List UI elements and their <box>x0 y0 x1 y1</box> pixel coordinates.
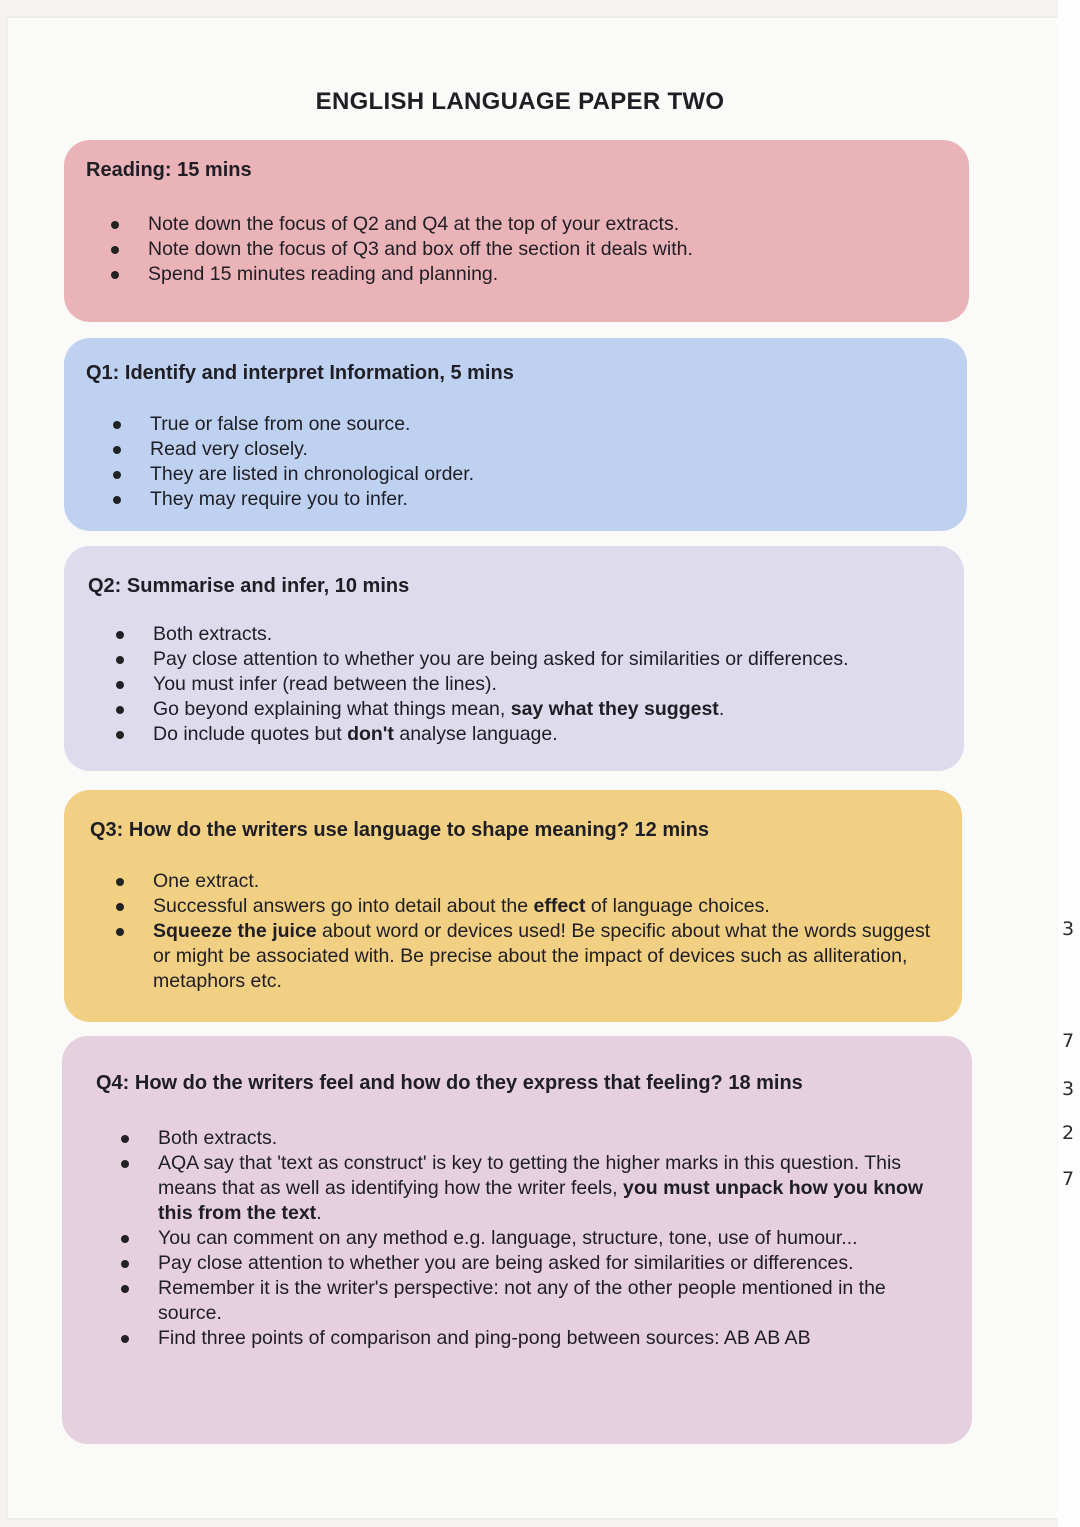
bullet-list <box>148 212 948 287</box>
list-item: Successful answers go into detail about the effect of language choices. <box>153 894 943 919</box>
margin-mark: 3 <box>1062 1078 1075 1100</box>
list-item: Find three points of comparison and ping-pong between sources: AB AB AB <box>158 1326 948 1351</box>
list-item: Note down the focus of Q2 and Q4 at the top of your extracts. <box>148 212 948 237</box>
section-heading: Q3: How do the writers use language to shape meaning? 12 mins <box>90 819 710 841</box>
page-title: ENGLISH LANGUAGE PAPER TWO <box>315 88 725 115</box>
list-item: Read very closely. <box>150 437 940 462</box>
list-item: Go beyond explaining what things mean, say what they suggest. <box>153 697 943 722</box>
adjacent-page-strip <box>1058 0 1080 1527</box>
margin-mark: 7 <box>1062 1168 1075 1190</box>
margin-mark: 2 <box>1062 1122 1075 1144</box>
list-item: Squeeze the juice about word or devices used! Be specific about what the words suggest or might be associated with. Be precise about the impact of devices such as alliteration, metaphors etc. <box>153 919 943 994</box>
reading-section <box>64 140 969 322</box>
section-heading: Q1: Identify and interpret Information, 5 mins <box>86 362 514 384</box>
list-item: Both extracts. <box>153 622 943 647</box>
q3-section <box>64 790 962 1022</box>
bullet-list <box>150 412 940 512</box>
list-item: Do include quotes but don't analyse language. <box>153 722 943 747</box>
list-item: They are listed in chronological order. <box>150 462 940 487</box>
q1-section <box>64 338 967 531</box>
list-item: Pay close attention to whether you are being asked for similarities or differences. <box>153 647 943 672</box>
section-heading: Q2: Summarise and infer, 10 mins <box>88 575 410 597</box>
list-item: Pay close attention to whether you are being asked for similarities or differences. <box>158 1251 948 1276</box>
list-item: They may require you to infer. <box>150 487 940 512</box>
section-heading: Q4: How do the writers feel and how do they express that feeling? 18 mins <box>96 1072 803 1094</box>
list-item: You must infer (read between the lines). <box>153 672 943 697</box>
list-item: Spend 15 minutes reading and planning. <box>148 262 948 287</box>
bullet-list <box>158 1126 948 1351</box>
list-item: Both extracts. <box>158 1126 948 1151</box>
list-item: One extract. <box>153 869 943 894</box>
list-item: Remember it is the writer's perspective: not any of the other people mentioned in the source. <box>158 1276 948 1326</box>
margin-mark: 3 <box>1062 918 1075 940</box>
list-item: True or false from one source. <box>150 412 940 437</box>
q4-section <box>62 1036 972 1444</box>
bullet-list <box>153 622 943 747</box>
q2-section <box>64 546 964 771</box>
bullet-list <box>153 869 943 994</box>
margin-mark: 7 <box>1062 1030 1075 1052</box>
list-item: Note down the focus of Q3 and box off the section it deals with. <box>148 237 948 262</box>
list-item: You can comment on any method e.g. language, structure, tone, use of humour... <box>158 1226 948 1251</box>
section-heading: Reading: 15 mins <box>86 159 252 181</box>
list-item: AQA say that 'text as construct' is key to getting the higher marks in this question. This means that as well as identifying how the writer feels, you must unpack how you know this from the text. <box>158 1151 948 1226</box>
